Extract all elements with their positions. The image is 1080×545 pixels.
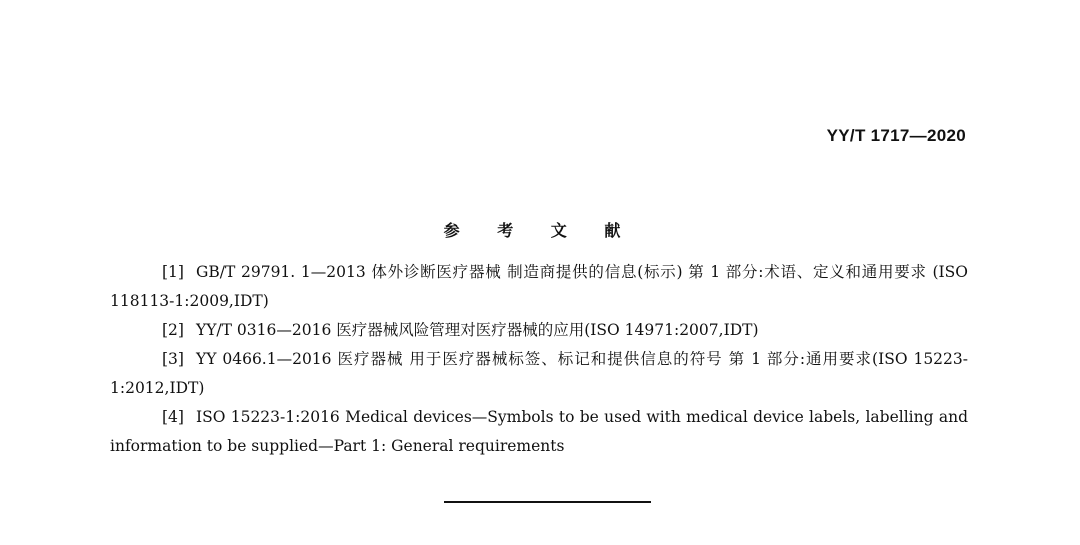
reference-item-4 (110, 403, 968, 461)
bibliography-heading: 参 考 文 献 (443, 221, 637, 240)
reference-index: [3] (162, 350, 184, 368)
reference-list (110, 258, 968, 461)
reference-text: YY/T 0316—2016 医疗器械风险管理对医疗器械的应用(ISO 14971:2007,IDT) (195, 321, 759, 339)
end-rule-divider (444, 501, 651, 503)
reference-item-2 (110, 316, 968, 345)
reference-text: ISO 15223-1:2016 Medical devices—Symbols to be used with medical device labels, labelling and information to be supplied—Part 1: General requirements (110, 408, 968, 455)
reference-item-3 (110, 345, 968, 403)
reference-item-1 (110, 258, 968, 316)
standard-number: YY/T 1717—2020 (826, 126, 966, 145)
reference-index: [1] (162, 263, 184, 281)
reference-index: [2] (162, 321, 184, 339)
reference-text: GB/T 29791. 1—2013 体外诊断医疗器械 制造商提供的信息(标示) 第 1 部分:术语、定义和通用要求 (ISO 118113-1:2009,IDT) (110, 263, 968, 310)
reference-index: [4] (162, 408, 184, 426)
reference-text: YY 0466.1—2016 医疗器械 用于医疗器械标签、标记和提供信息的符号 第 1 部分:通用要求(ISO 15223-1:2012,IDT) (110, 350, 968, 397)
